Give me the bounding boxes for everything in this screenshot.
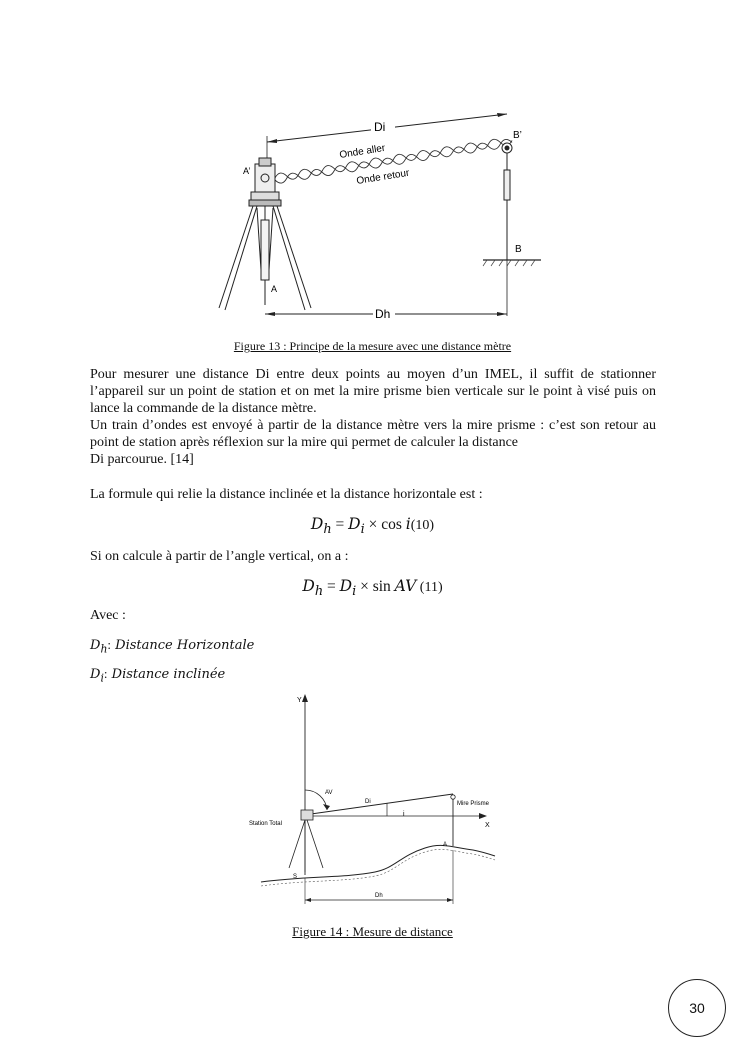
- fig14-label-x: X: [485, 822, 490, 829]
- eq10-lhs: $D_h$: [310, 515, 332, 538]
- eq10-tag: (10): [410, 518, 435, 533]
- fig14-label-s: S: [293, 874, 298, 880]
- formula-intro: La formule qui relie la distance inclinée et la distance horizontale est :: [90, 487, 483, 502]
- equation-10: $D_h = D_i \times \cos i(10)$: [310, 515, 435, 538]
- fig13-label-onde-aller: Onde aller: [338, 142, 387, 161]
- fig13-label-dh: Dh: [375, 307, 391, 321]
- fig14-label-mire-prisme: Mire Prisme: [457, 801, 490, 807]
- eq11-tag: (11): [416, 580, 443, 595]
- fig13-label-a-top: A’: [243, 166, 251, 176]
- paragraph-wave-train-end: Di parcourue. [14]: [90, 452, 194, 467]
- fig13-label-a-bottom: A: [271, 284, 278, 294]
- fig13-label-onde-retour: Onde retour: [355, 167, 411, 187]
- eq11-rhs: $D_i$: [339, 577, 357, 600]
- equation-11: $D_h = D_i \times \sin$ AV (11): [302, 577, 443, 600]
- fig14-label-y: Y: [297, 697, 302, 704]
- figure-13-diagram: [195, 100, 550, 330]
- avec-label: Avec :: [90, 608, 126, 623]
- figure-14-diagram: [245, 690, 505, 910]
- eq10-rhs: $D_i$: [348, 515, 365, 538]
- fig13-label-di: Di: [374, 120, 386, 134]
- fig14-label-dh: Dh: [375, 893, 383, 899]
- paragraph-wave-train: Un train d’ondes est envoyé à partir de la distance mètre vers la mire prisme : c’est son retour au point de station après réflexion sur la mire qui permet de calculer la distance: [90, 418, 656, 450]
- fig13-label-b-prime: B’: [513, 130, 522, 141]
- figure-14-caption: Figure 14 : Mesure de distance: [292, 924, 453, 939]
- figure-13-caption: Figure 13 : Principe de la mesure avec une distance mètre: [233, 339, 512, 353]
- prism-pole-icon: [502, 143, 512, 260]
- page-number: 30: [668, 979, 726, 1037]
- fig13-label-b: B: [515, 244, 522, 255]
- fig14-label-a: A: [443, 842, 448, 848]
- fig14-label-av: AV: [325, 790, 333, 796]
- definition-dh: $D_h$: Distance Horizontale: [90, 637, 255, 656]
- fig14-label-i: i: [403, 811, 405, 818]
- body-paragraph-1: [90, 366, 656, 468]
- station-total-icon: [289, 810, 323, 872]
- fig14-label-di: Di: [365, 799, 371, 805]
- definition-di: $D_i$: Distance inclinée: [90, 666, 226, 685]
- eq11-lhs: $D_h$: [302, 577, 324, 600]
- paragraph-measure-procedure: Pour mesurer une distance Di entre deux points au moyen d’un IMEL, il suffit de stationner l’appareil sur un point de station et on met la mire prisme bien verticale sur le point à visé puis on lance la commande de la distance mètre.: [90, 367, 656, 416]
- vertical-angle-intro: Si on calcule à partir de l’angle vertical, on a :: [90, 549, 349, 564]
- total-station-icon: [219, 158, 311, 310]
- fig14-label-station-total: Station Total: [249, 821, 282, 827]
